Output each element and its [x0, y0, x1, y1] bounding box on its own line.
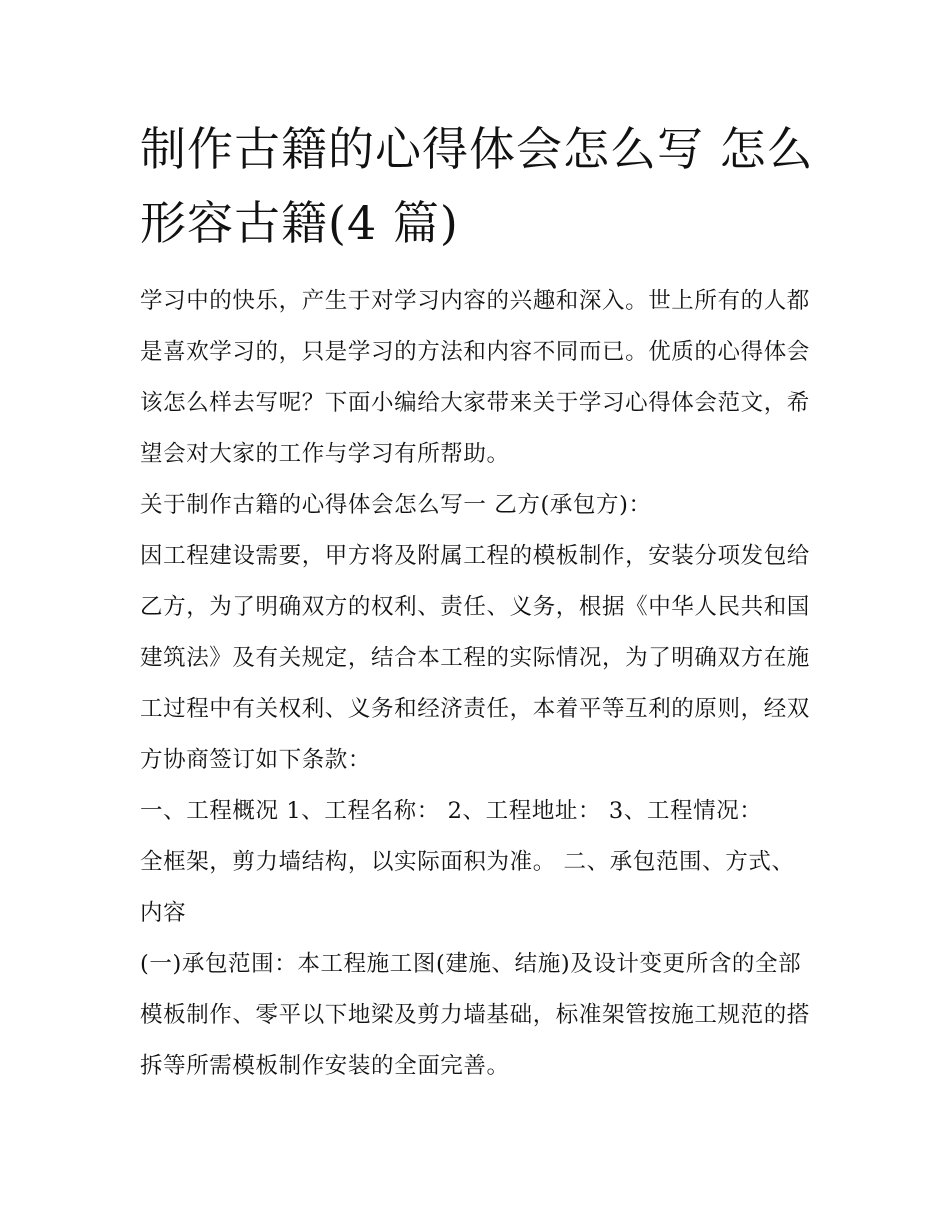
contract-paragraph: 因工程建设需要，甲方将及附属工程的模板制作，安装分项发包给乙方，为了明确双方的权利、责任、义务，根据《中华人民共和国建筑法》及有关规定，结合本工程的实际情况，为了明确双方在施工过程中有关权利、义务和经济责任，本着平等互利的原则，经双方协商签订如下条款：	[140, 543, 810, 773]
structure-and-scope-line: 全框架，剪力墙结构，以实际面积为准。 二、承包范围、方式、内容	[140, 849, 795, 926]
project-overview-line: 一、工程概况 1、工程名称： 2、工程地址： 3、工程情况：	[140, 798, 763, 824]
scope-paragraph: (一)承包范围：本工程施工图(建施、结施)及设计变更所含的全部模板制作、零平以下地梁及剪力墙基础，标准架管按施工规范的搭拆等所需模板制作安装的全面完善。	[140, 951, 810, 1079]
document-title: 制作古籍的心得体会怎么写 怎么形容古籍(4 篇)	[140, 122, 814, 250]
section-heading: 关于制作古籍的心得体会怎么写一 乙方(承包方)：	[140, 492, 652, 518]
intro-paragraph: 学习中的快乐，产生于对学习内容的兴趣和深入。世上所有的人都是喜欢学习的，只是学习的方法和内容不同而已。优质的心得体会该怎么样去写呢？下面小编给大家带来关于学习心得体会范文，希望会对大家的工作与学习有所帮助。	[140, 288, 810, 467]
